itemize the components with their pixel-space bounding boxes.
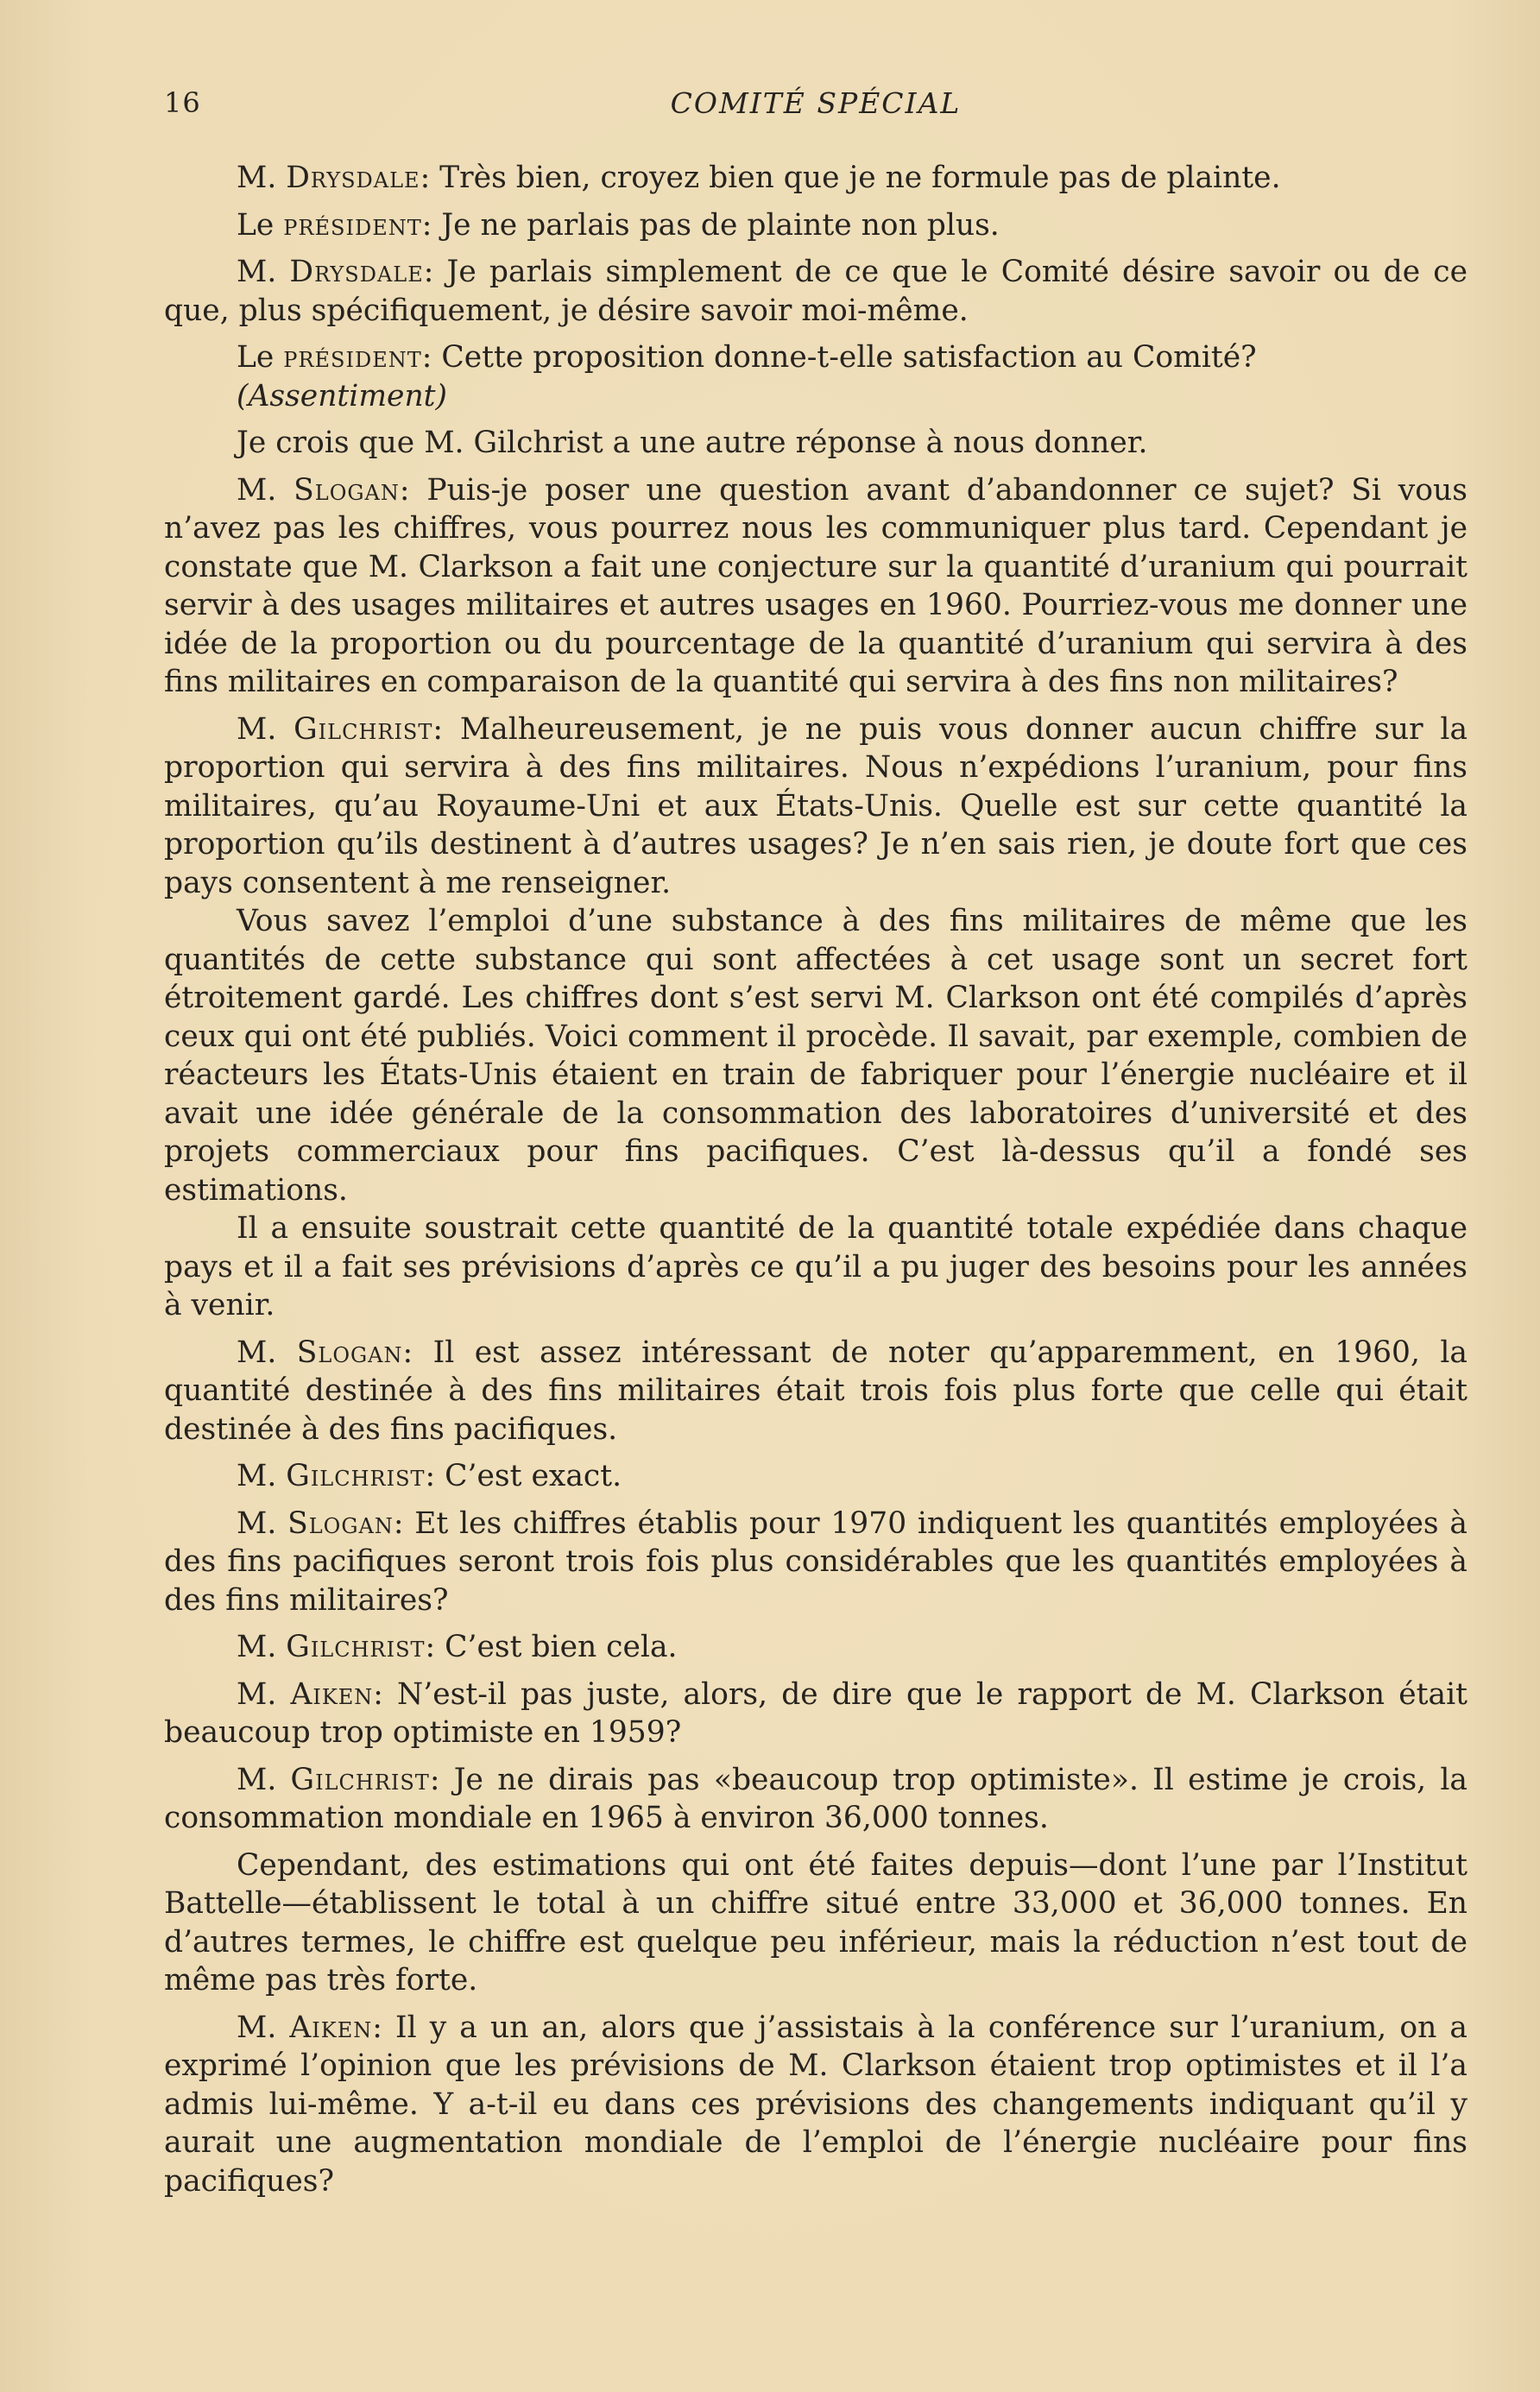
speaker-prefix: M.: [237, 1676, 291, 1712]
paragraph: [164, 1676, 1467, 1752]
speaker-prefix: M.: [237, 711, 294, 747]
paragraph-text: : N’est-il pas juste, alors, de dire que le rapport de M. Clarkson était beaucoup trop optimiste en 1959?: [164, 1676, 1467, 1750]
speaker-name: président: [283, 340, 422, 375]
paragraph: [164, 206, 1467, 245]
speaker-prefix: M.: [237, 161, 287, 195]
speaker-name: Drysdale: [286, 161, 420, 195]
paragraph-text: : Et les chiffres établis pour 1970 indiquent les quantités employées à des fins pacifiques seront trois fois plus considérables que les quantités employées à des fins militaires?: [164, 1505, 1467, 1618]
speaker-prefix: M.: [237, 472, 294, 508]
speaker-prefix: Le: [237, 340, 284, 375]
paragraph: [164, 338, 1467, 377]
paragraph-text: Il a ensuite soustrait cette quantité de la quantité totale expédiée dans chaque pays et il a fait ses prévisions d’après ce qu’il a pu juger des besoins pour les années à venir.: [164, 1211, 1467, 1322]
paragraph-text: Cependant, des estimations qui ont été faites depuis—dont l’une par l’Institut Battelle—établissent le total à un chiffre situé entre 33,000 et 36,000 tonnes. En d’autres termes, le chiffre est quelque peu inférieur, mais la réduction n’est tout de même pas très forte.: [164, 1847, 1467, 1998]
paragraph: [164, 1761, 1467, 1838]
paragraph-text: Vous savez l’emploi d’une substance à des fins militaires de même que les quantités de cette substance qui sont affectées à cet usage sont un secret fort étroitement gardé. Les chiffres dont s’est servi M. Clarkson ont été compilés d’après ceux qui ont été publiés. Voici comment il procède. Il savait, par exemple, combien de réacteurs les États-Unis étaient en train de fabriquer pour l’énergie nucléaire et il avait une idée générale de la consommation des laboratoires d’université et des projets commerciaux pour fins pacifiques. C’est là-dessus qu’il a fondé ses estimations.: [164, 904, 1467, 1208]
paragraph-text: : Je ne dirais pas «beaucoup trop optimiste». Il estime je crois, la consommation mondiale en 1965 à environ 36,000 tonnes.: [164, 1762, 1467, 1835]
speaker-prefix: M.: [237, 1335, 297, 1370]
paragraph: [164, 902, 1467, 1209]
paragraph-text: : Cette proposition donne-t-elle satisfaction au Comité?: [421, 340, 1257, 375]
speaker-name: Gilchrist: [290, 1762, 430, 1797]
paragraph-text: : C’est exact.: [425, 1459, 622, 1493]
paragraph-text: Je crois que M. Gilchrist a une autre réponse à nous donner.: [237, 426, 1148, 460]
paragraph-text: : Il est assez intéressant de noter qu’apparemment, en 1960, la quantité destinée à des fins militaires était trois fois plus forte que celle qui était destinée à des fins pacifiques.: [164, 1335, 1467, 1447]
paragraph-text: : Malheureusement, je ne puis vous donner aucun chiffre sur la proportion qui servira à des fins militaires. Nous n’expédions l’uranium, pour fins militaires, qu’au Royaume-Uni et aux États-Unis. Quelle est sur cette quantité la proportion qu’ils destinent à d’autres usages? Je n’en sais rien, je doute fort que ces pays consentent à me renseigner.: [164, 711, 1468, 900]
paragraph: [164, 424, 1467, 463]
paragraph: [164, 1209, 1467, 1325]
speaker-name: Slogan: [296, 1335, 403, 1370]
speaker-name: Gilchrist: [293, 711, 433, 747]
speaker-name: Gilchrist: [286, 1459, 426, 1493]
speaker-prefix: M.: [237, 1630, 287, 1664]
speaker-prefix: M.: [237, 255, 290, 289]
paragraph: [164, 253, 1467, 330]
paragraph: [164, 1628, 1467, 1667]
speaker-name: Gilchrist: [286, 1630, 426, 1664]
paragraph: [164, 471, 1467, 702]
speaker-prefix: M.: [237, 2010, 290, 2045]
speaker-name: Drysdale: [289, 255, 424, 289]
stage-direction: (Assentiment): [237, 378, 447, 413]
paragraph-text: : Très bien, croyez bien que je ne formule pas de plainte.: [420, 161, 1281, 195]
page-body: [164, 159, 1467, 2200]
speaker-prefix: M.: [237, 1505, 288, 1541]
paragraph-text: : C’est bien cela.: [425, 1630, 678, 1664]
running-title: COMITÉ SPÉCIAL: [670, 86, 962, 120]
speaker-name: Aiken: [289, 2010, 373, 2045]
paragraph: [164, 1457, 1467, 1496]
paragraph: [164, 2009, 1467, 2201]
speaker-name: président: [283, 207, 422, 243]
paragraph-text: : Puis-je poser une question avant d’abandonner ce sujet? Si vous n’avez pas les chiffres, vous pourrez nous les communiquer plus tard. Cependant je constate que M. Clarkson a fait une conjecture sur la quantité d’uranium qui pourrait servir à des usages militaires et autres usages en 1960. Pourriez-vous me donner une idée de la proportion ou du pourcentage de la quantité d’uranium qui servira à des fins militaires en comparaison de la quantité qui servira à des fins non militaires?: [164, 472, 1467, 699]
speaker-name: Slogan: [287, 1505, 394, 1541]
speaker-prefix: Le: [237, 207, 284, 243]
page-header: [164, 86, 1467, 129]
paragraph: [164, 710, 1467, 903]
page-number: 16: [164, 86, 201, 119]
paragraph-text: : Je parlais simplement de ce que le Comité désire savoir ou de ce que, plus spécifiquement, je désire savoir moi-même.: [164, 255, 1467, 328]
speaker-name: Slogan: [293, 472, 400, 508]
paragraph: [164, 159, 1467, 198]
paragraph-text: : Je ne parlais pas de plainte non plus.: [421, 207, 1000, 243]
speaker-prefix: M.: [237, 1459, 287, 1493]
paragraph: [164, 1505, 1467, 1620]
speaker-prefix: M.: [237, 1762, 291, 1797]
paragraph: [164, 1846, 1467, 2000]
paragraph: [164, 377, 1467, 416]
paragraph: [164, 1334, 1467, 1449]
paragraph-text: : Il y a un an, alors que j’assistais à la conférence sur l’uranium, on a exprimé l’opinion que les prévisions de M. Clarkson étaient trop optimistes et il l’a admis lui-même. Y a-t-il eu dans ces prévisions des changements indiquant qu’il y aurait une augmentation mondiale de l’emploi de l’énergie nucléaire pour fins pacifiques?: [164, 2010, 1467, 2199]
speaker-name: Aiken: [290, 1676, 374, 1712]
